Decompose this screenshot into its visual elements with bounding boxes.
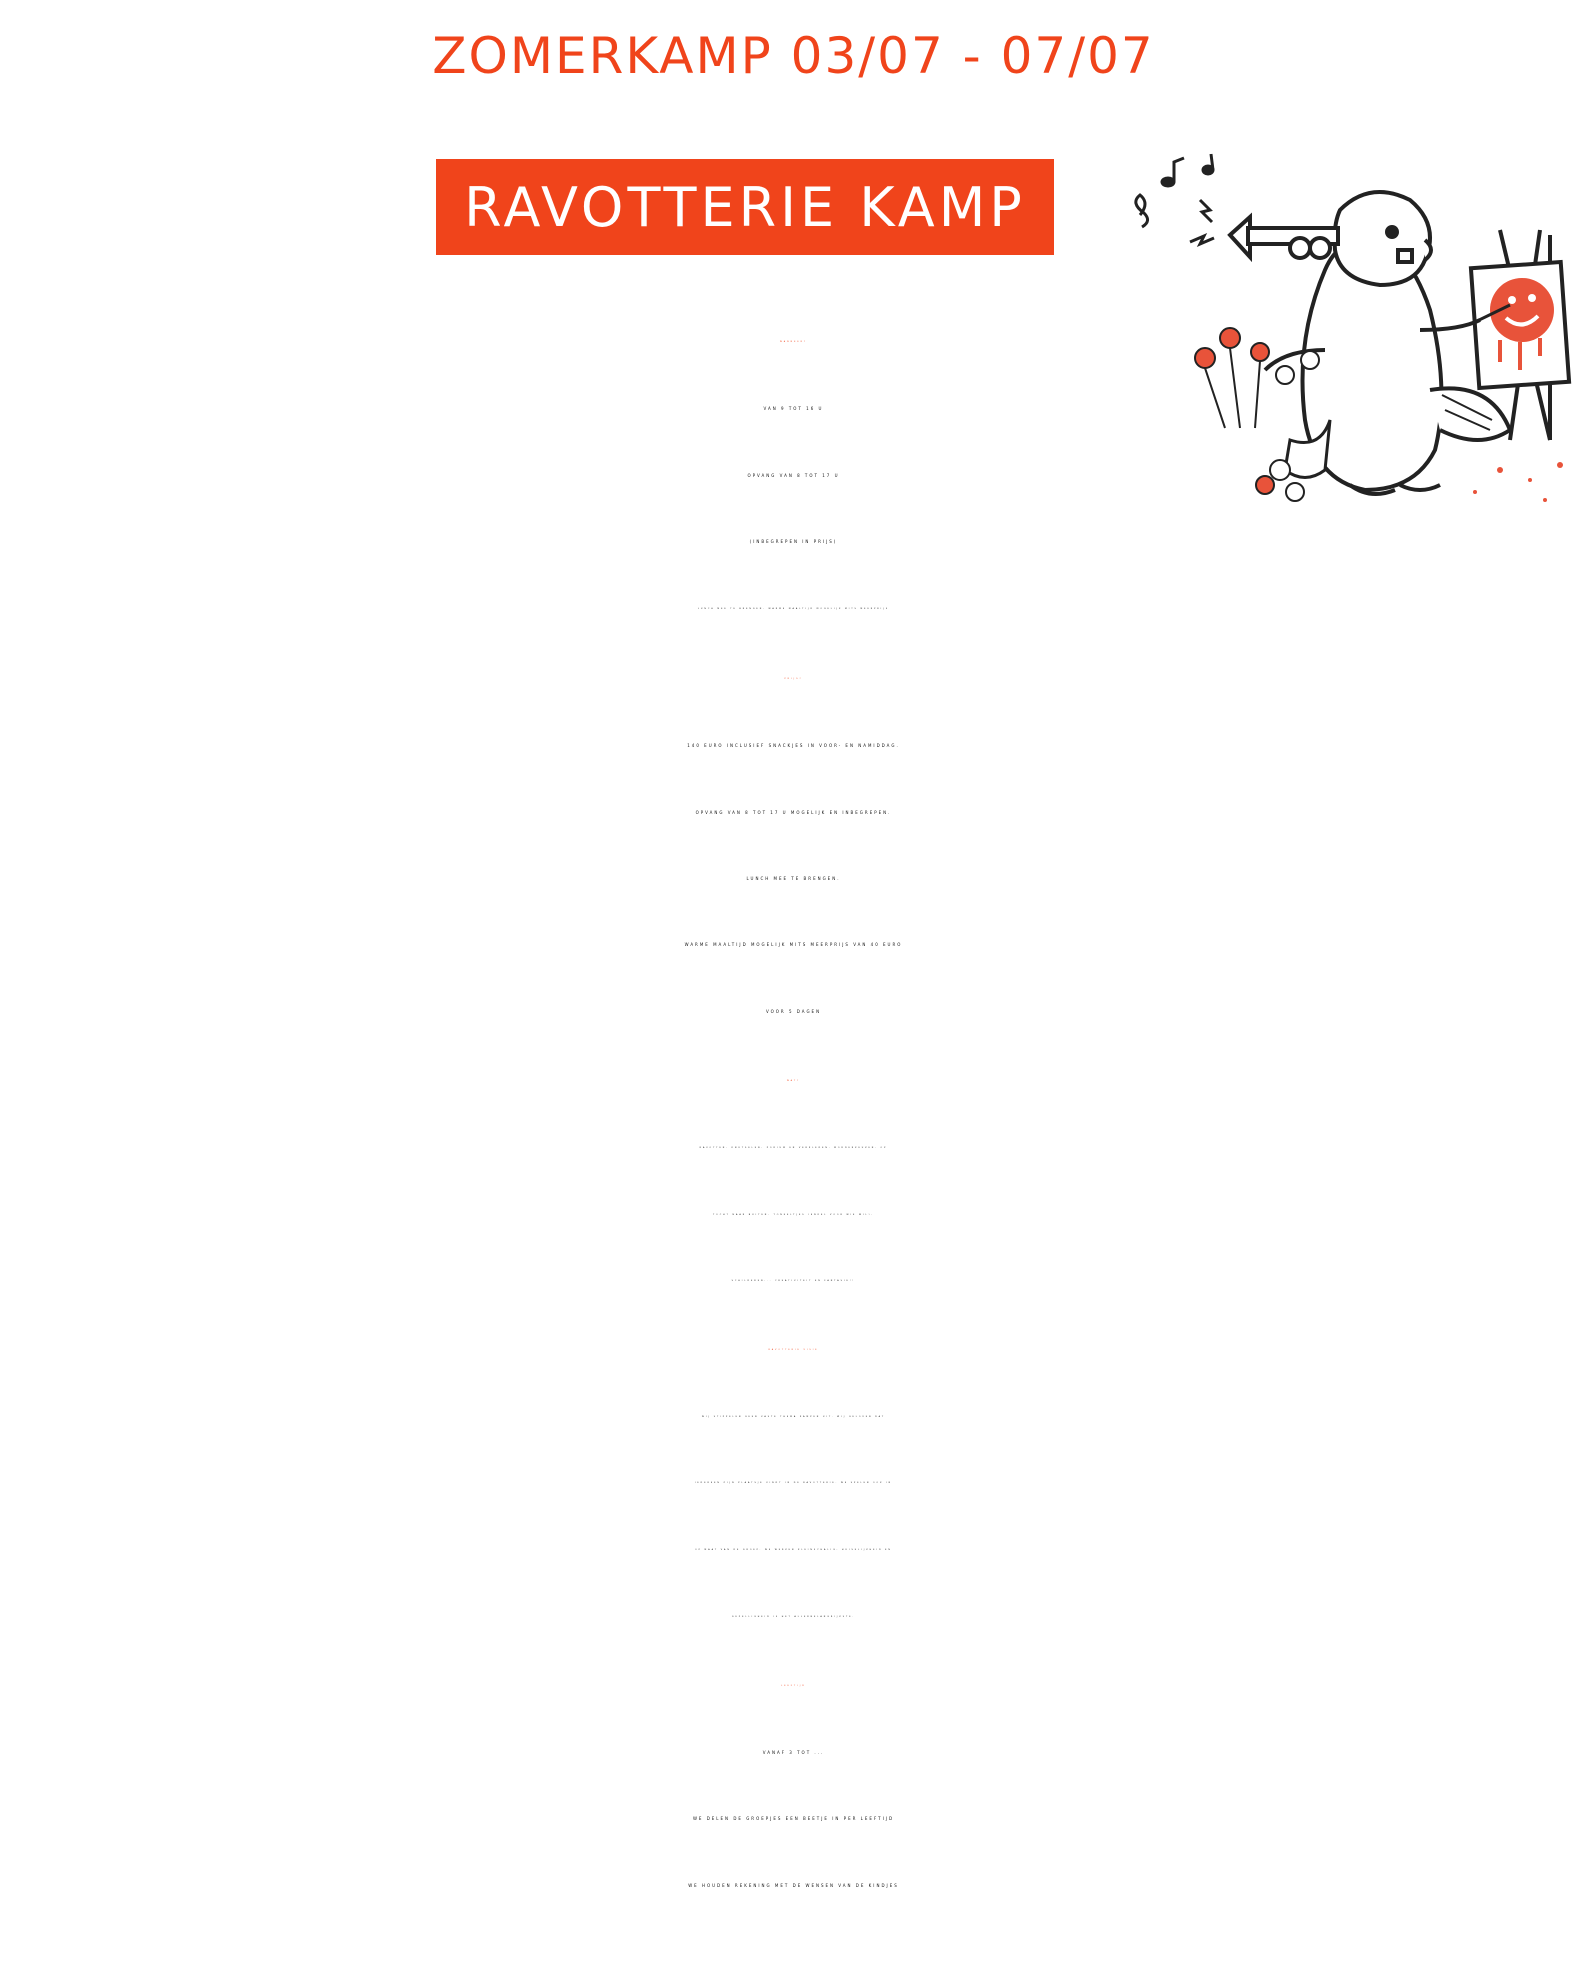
section-heading-visie: RAVOTTERIE VISIE [768,1349,819,1351]
banner-label: RAVOTTERIE KAMP [464,175,1026,239]
leeftijd-line: WE DELEN DE GROEPJES EEN BEETJE IN PER LEEFTIJD [692,1816,895,1821]
music-notes-icon [1136,154,1214,244]
wat-line: RAVOTTEN, KNUTSELEN, PODIUM EN VERKLEDEN, MODDERKEUKEN, OP [699,1147,888,1149]
leeftijd-line: WE HOUDEN REKENING MET DE WENSEN VAN DE KINDJES [688,1883,899,1888]
section-heading-prijs: PRIJS? [784,678,803,680]
section-heading-wat: WAT? [786,1080,801,1082]
wanneer-line: (INBEGREPEN IN PRIJS) [749,539,838,544]
prijs-line: LUNCH MEE TE BRENGEN. [746,876,841,881]
visie-line: GEZELLIGHEID IS HET ALLERBELANGRIJKSTE. [731,1616,856,1618]
wat-line: SCHILDEREN,.. CREATIVITEIT EN FANTASIE!! [731,1280,856,1282]
wanneer-line: LUNCH MEE TE BRENGEN, WARME MAALTIJD MOGELIJK MITS MEERPRIJS [697,608,890,610]
wanneer-line: OPVANG VAN 8 TOT 17 U [747,473,840,478]
visie-line: OP MAAT VAN DE GROEP. WE WERKEN KLEINSCHALIG: HUISELIJKHEID EN [695,1549,892,1551]
prijs-line: VOOR 5 DAGEN [765,1009,822,1014]
visie-line: IEDEREEN ZIJN PLAATSJE VINDT IN DE RAVOTTERIE. WE SPELEN OOK IN [694,1482,893,1484]
wat-line: TOCHT NAAR BUITEN, TONEELTJES (ENKEL VOOR WIE WIL), [712,1214,875,1216]
prijs-line: WARME MAALTIJD MOGELIJK MITS MEERPRIJS VAN 40 EURO [684,942,903,947]
page-title: ZOMERKAMP 03/07 - 07/07 [432,27,1155,85]
visie-line: WIJ STIPPELEN GEEN VASTE THEMA KAMPEN UIT. WIJ GELOVEN DAT [701,1416,886,1418]
section-heading-wanneer: WANNEER? [779,341,808,343]
leeftijd-line: VANAF 3 TOT ... [762,1750,825,1755]
banner [436,159,1054,255]
section-heading-leeftijd: LEEFTIJD [781,1685,806,1687]
prijs-line: OPVANG VAN 8 TOT 17 U MOGELIJK EN INBEGREPEN. [695,810,892,815]
wanneer-line: VAN 9 TOT 16 U [763,406,824,411]
prijs-line: 140 EURO INCLUSIEF SNACKJES IN VOOR- EN NAMIDDAG. [687,743,900,748]
trumpet-icon [1230,217,1338,258]
